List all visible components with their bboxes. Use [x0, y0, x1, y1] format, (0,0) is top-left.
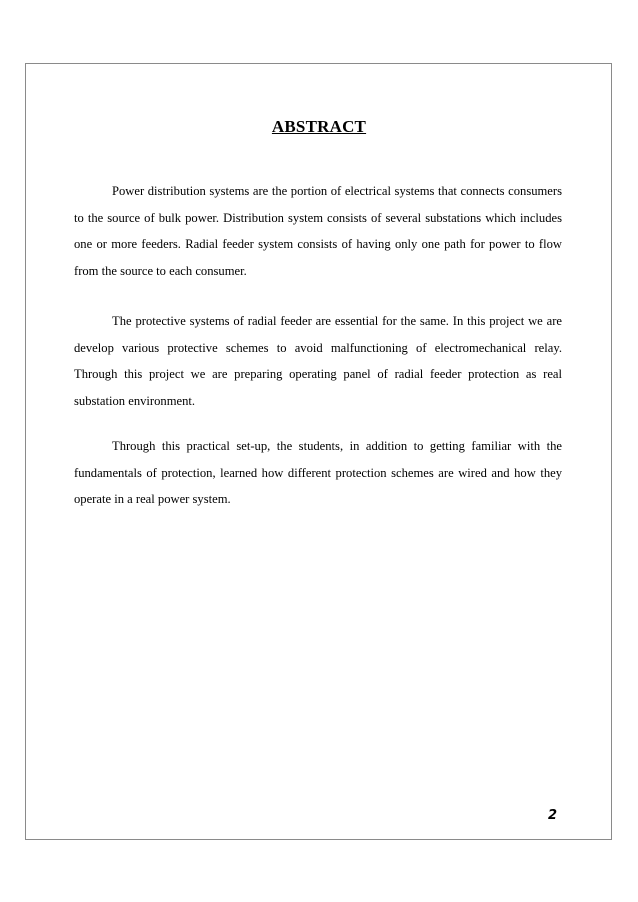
abstract-title: ABSTRACT: [271, 117, 367, 136]
abstract-paragraph-3: Through this practical set-up, the students, in addition to getting familiar with the fundamentals of protection, learned how different protection schemes are wired and how they operate in a real power system.: [74, 439, 562, 506]
abstract-paragraph-2: The protective systems of radial feeder are essential for the same. In this project we are develop various protective schemes to avoid malfunctioning of electromechanical relay. Through this project we are preparing operating panel of radial feeder protection as real substation environment.: [74, 314, 562, 408]
abstract-paragraph-1: Power distribution systems are the portion of electrical systems that connects consumers to the source of bulk power. Distribution system consists of several substations which includes one or more feeders. Radial feeder system consists of having only one path for power to flow from the source to each consumer.: [74, 184, 562, 278]
page-number: 2: [548, 808, 558, 823]
